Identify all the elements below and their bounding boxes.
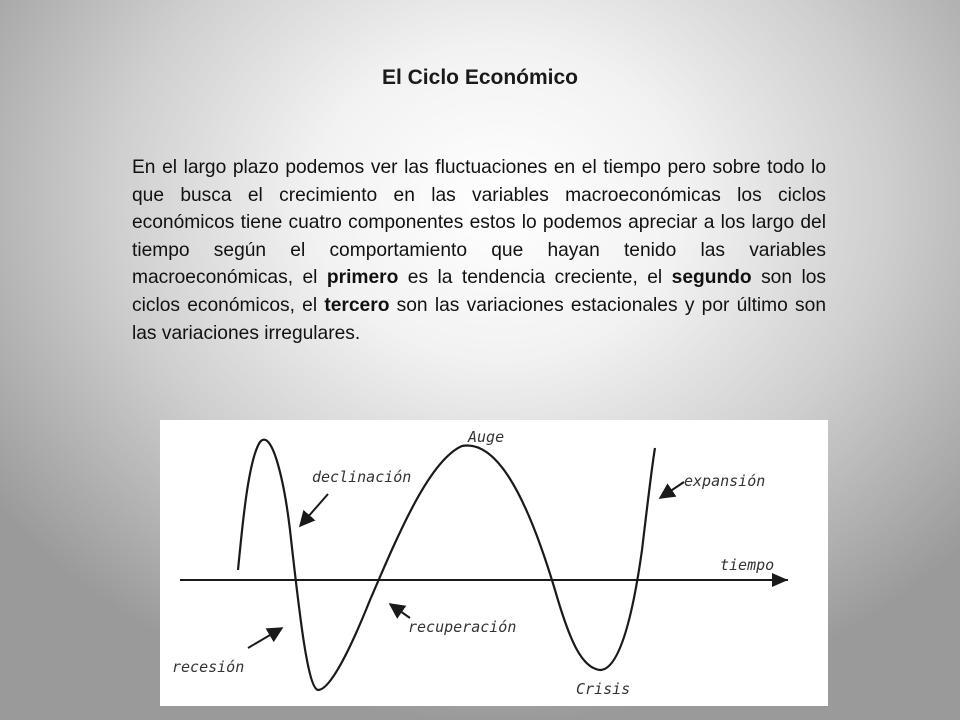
label-recesion: recesión	[172, 658, 245, 676]
paragraph-segment: son los ciclos económicos, el	[132, 267, 826, 316]
label-crisis: Crisis	[576, 680, 631, 698]
paragraph-keyword-primero: primero	[326, 267, 399, 289]
cycle-curve	[238, 440, 655, 690]
label-auge: Auge	[468, 428, 505, 446]
recuperacion-arrow	[390, 604, 410, 618]
label-tiempo: tiempo	[720, 556, 775, 574]
body-paragraph	[132, 154, 826, 347]
paragraph-keyword-tercero: tercero	[324, 294, 390, 316]
expansion-arrow	[660, 482, 684, 498]
label-recuperacion: recuperación	[408, 618, 517, 636]
slide-title: El Ciclo Económico	[381, 66, 579, 89]
paragraph-keyword-segundo: segundo	[671, 267, 752, 289]
paragraph-segment: son las variaciones estacionales y por último son las variaciones irregulares.	[132, 294, 826, 344]
declinacion-arrow	[300, 494, 328, 526]
time-axis-arrowhead	[772, 573, 788, 587]
paragraph-segment: es la tendencia creciente, el	[398, 267, 672, 289]
paragraph-segment: En el largo plazo podemos ver las fluctuaciones en el tiempo pero sobre todo lo que busca el crecimiento en las variables macroeconómicas los ciclos económicos tiene cuatro componentes estos lo podemos apreciar a los largo del tiempo según el comportamiento que hayan tenido las variables macroeconómicas, el	[132, 157, 826, 289]
cycle-diagram-svg	[160, 420, 828, 706]
label-declinacion: declinación	[312, 468, 412, 486]
recesion-arrow	[248, 628, 282, 648]
label-expansion: expansión	[684, 472, 766, 490]
business-cycle-diagram	[160, 420, 828, 706]
